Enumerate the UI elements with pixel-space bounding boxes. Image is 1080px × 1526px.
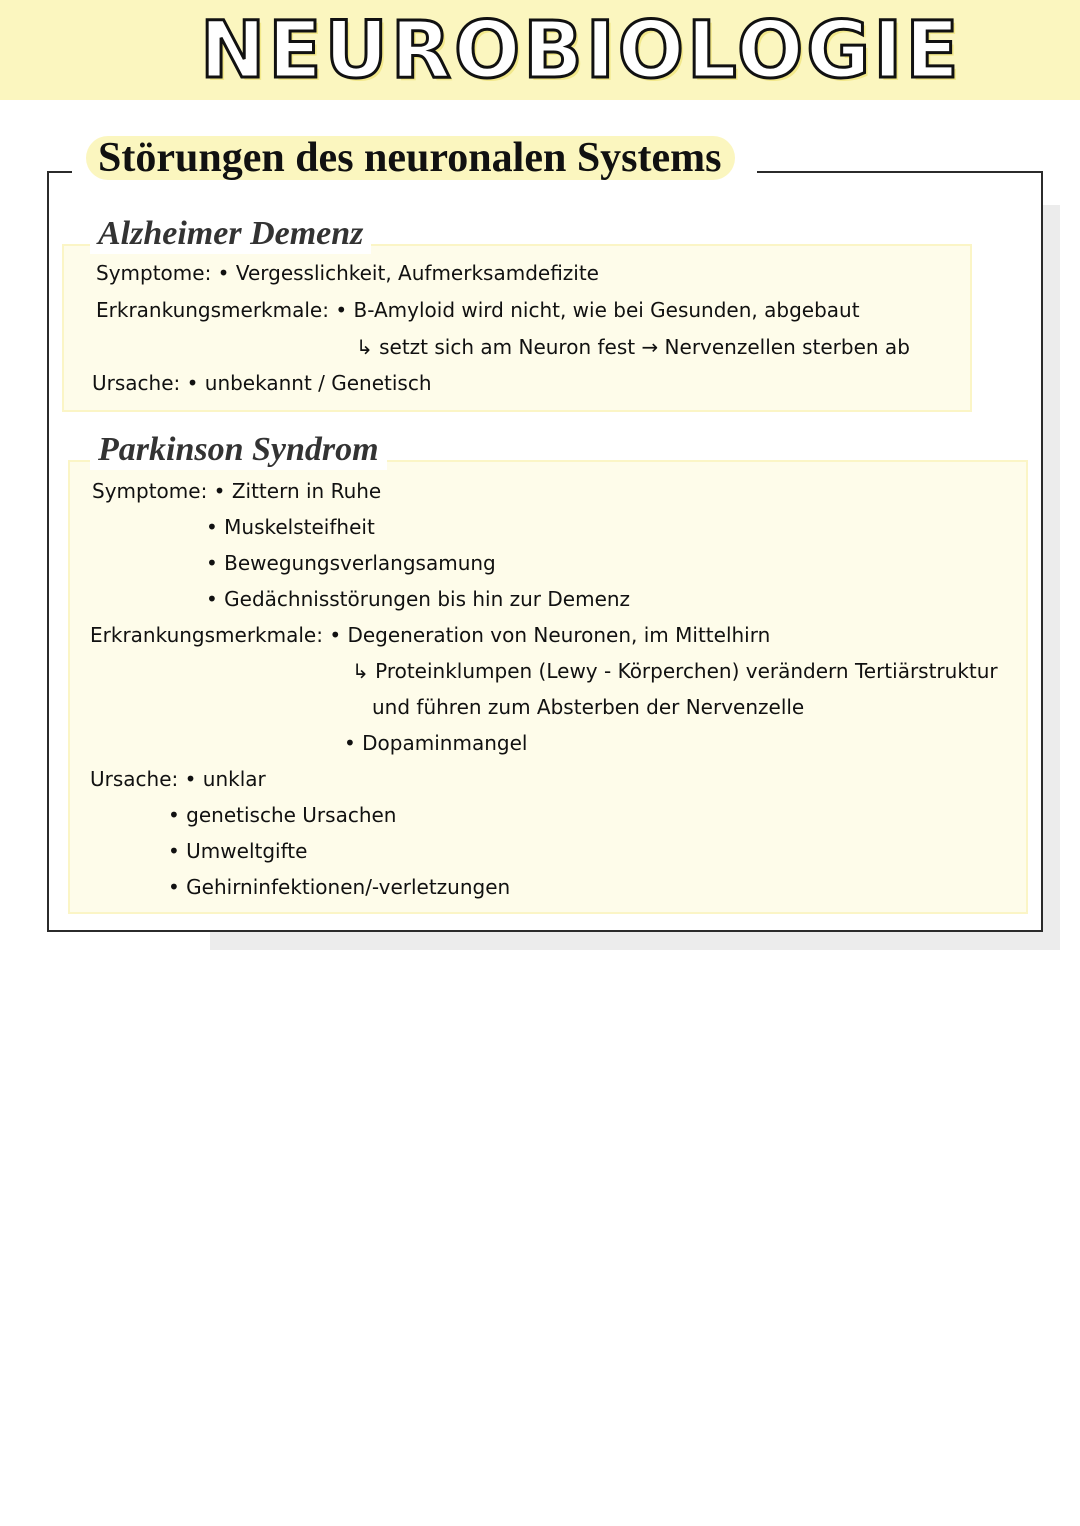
parkinson-cause-1: Ursache: • unklar <box>90 767 266 791</box>
parkinson-features-line-4: • Dopaminmangel <box>344 731 528 755</box>
parkinson-features-line-3: und führen zum Absterben der Nervenzelle <box>372 695 805 719</box>
alzheimer-cause: Ursache: • unbekannt / Genetisch <box>92 371 432 395</box>
parkinson-symptom-4: • Gedächnisstörungen bis hin zur Demenz <box>206 587 631 611</box>
parkinson-cause-3: • Umweltgifte <box>168 839 308 863</box>
parkinson-cause-4: • Gehirninfektionen/-verletzungen <box>168 875 511 899</box>
alzheimer-features-line-2: ↳ setzt sich am Neuron fest → Nervenzellen sterben ab <box>356 335 910 359</box>
section-title: Störungen des neuronalen Systems <box>86 136 735 180</box>
section-title-wrap <box>72 130 757 190</box>
parkinson-cause-2: • genetische Ursachen <box>168 803 397 827</box>
parkinson-symptom-3: • Bewegungsverlangsamung <box>206 551 496 575</box>
alzheimer-title: Alzheimer Demenz <box>90 214 371 254</box>
alzheimer-features-line-1: Erkrankungsmerkmale: • B-Amyloid wird nicht, wie bei Gesunden, abgebaut <box>96 298 860 322</box>
parkinson-title: Parkinson Syndrom <box>90 430 387 470</box>
parkinson-symptom-2: • Muskelsteifheit <box>206 515 375 539</box>
page-title: NEUROBIOLOGIE <box>200 6 962 96</box>
parkinson-symptom-1: Symptome: • Zittern in Ruhe <box>92 479 382 503</box>
parkinson-features-line-1: Erkrankungsmerkmale: • Degeneration von Neuronen, im Mittelhirn <box>90 623 771 647</box>
parkinson-features-line-2: ↳ Proteinklumpen (Lewy - Körperchen) verändern Tertiärstruktur <box>352 659 998 683</box>
alzheimer-symptoms: Symptome: • Vergesslichkeit, Aufmerksamdefizite <box>96 261 599 285</box>
